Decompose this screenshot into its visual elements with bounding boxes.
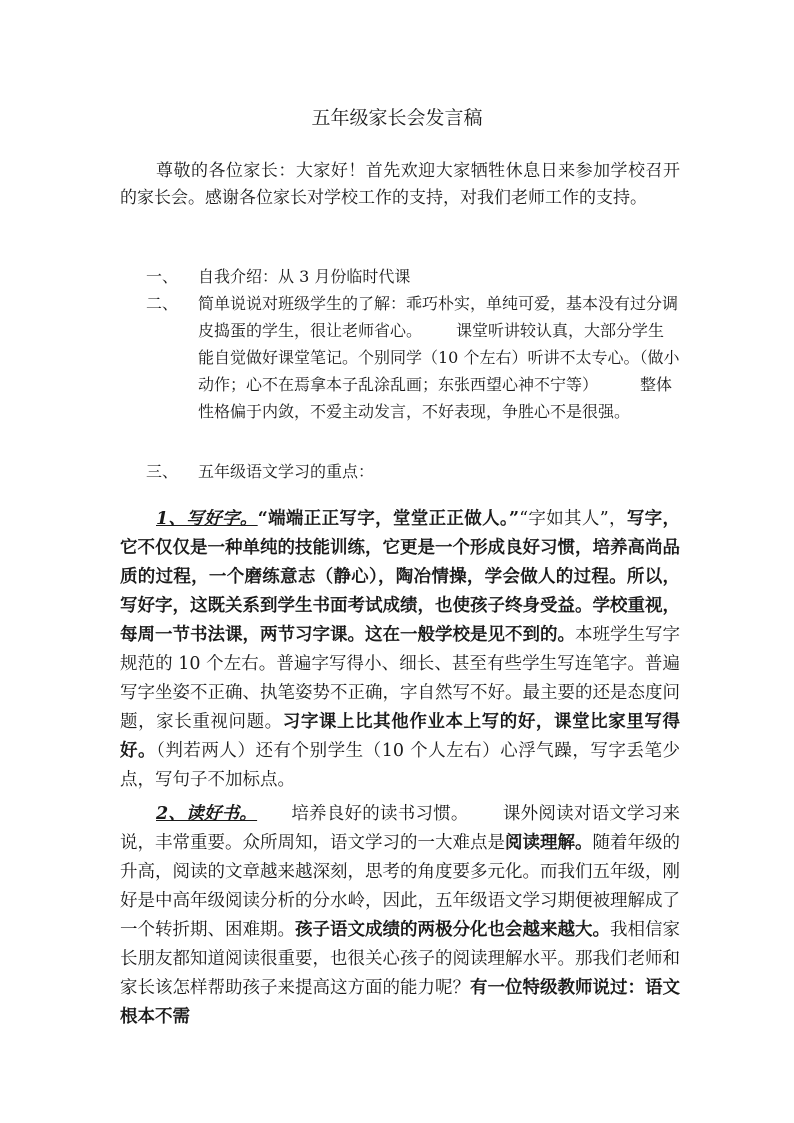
emphasis-text: 写字，它不仅仅是一种单纯的技能训练，它更是一个形成良好习惯，培养高尚品质的过程，一个磨练意志（静心），陶冶情操，学会做人的过程。所以，写好字，这既关系到学生书面考试成绩，也使孩子终身受益。学校重视，每周一节书法课，两节习字课。这在一般学校是见不到的。 — [120, 509, 680, 645]
outline-item-1 — [146, 263, 680, 290]
outline-number: 一、 — [146, 267, 179, 286]
body-text: 随着年级的升高，阅读的文章越来越深刻，思考的角度要多元化。而我们五年级，刚好是中高年级阅读分析的分水岭，因此，五年级语文学习期便被理解成了一个转折期、困难期。 — [120, 833, 680, 940]
intro-paragraph: 尊敬的各位家长：大家好！首先欢迎大家牺牲休息日来参加学校召开的家长会。感谢各位家长对学校工作的支持，对我们老师工作的支持。 — [120, 161, 680, 208]
section-heading: 2、读好书。 — [156, 804, 258, 824]
body-text: 我相信家长朋友都知道阅读很重要，也很关心孩子的阅读理解水平。那我们老师和家长该怎样帮助孩子来提高这方面的能力呢？ — [120, 920, 680, 998]
emphasis-text: 阅读理解。 — [505, 833, 593, 853]
outline-text-b: 课堂听讲较认真，大部分学生能自觉做好课堂笔记。个别同学（10 个左右）听讲不太专心。（做小动作；心不在焉拿本子乱涂乱画；东张西望心神不宁等） — [198, 321, 680, 394]
emphasis-text: 孩子语文成绩的两极分化也会越来越大。 — [295, 920, 610, 940]
quote-2: “字如其人”， — [519, 509, 627, 529]
emphasis-text: 习字课上比其他作业本上写的好，课堂比家里写得好。 — [120, 712, 680, 761]
body-text: 课外阅读对语文学习来说，丰常重要。众所周知，语文学习的一大难点是 — [120, 804, 681, 853]
outline-text-c: 整体性格偏于内敛，不爱主动发言，不好表现，争胜心不是很强。 — [198, 375, 673, 421]
section-reading — [120, 800, 680, 1032]
outline-text: 五年级语文学习的重点： — [198, 462, 375, 481]
page-title: 五年级家长会发言稿 — [311, 107, 483, 129]
emphasis-text: 有一位特级教师说过：语文根本不需 — [120, 978, 680, 1027]
subheading: 培养良好的读书习惯。 — [291, 804, 469, 824]
outline-item-2 — [146, 290, 680, 425]
outline-item-3 — [146, 458, 680, 485]
quote: “端端正正写字，堂堂正正做人。” — [257, 509, 520, 529]
outline-text-a: 简单说说对班级学生的了解：乖巧朴实，单纯可爱，基本没有过分调皮捣蛋的学生，很让老师省心。 — [198, 294, 679, 340]
section-heading: 1、写好字。 — [156, 509, 258, 529]
section-handwriting — [120, 505, 680, 795]
outline-number: 三、 — [146, 462, 179, 481]
outline-text: 自我介绍：从 3 月份临时代课 — [198, 267, 411, 286]
outline-number: 二、 — [146, 294, 179, 313]
body-text: （判若两人）还有个别学生（10 个人左右）心浮气躁，写字丢笔少点，写句子不加标点。 — [120, 741, 680, 790]
body-text: 本班学生写字规范的 10 个左右。普遍字写得小、细长、甚至有些学生写连笔字。普遍写字坐姿不正确、执笔姿势不正确，字自然写不好。最主要的还是态度问题，家长重视问题。 — [120, 625, 680, 732]
